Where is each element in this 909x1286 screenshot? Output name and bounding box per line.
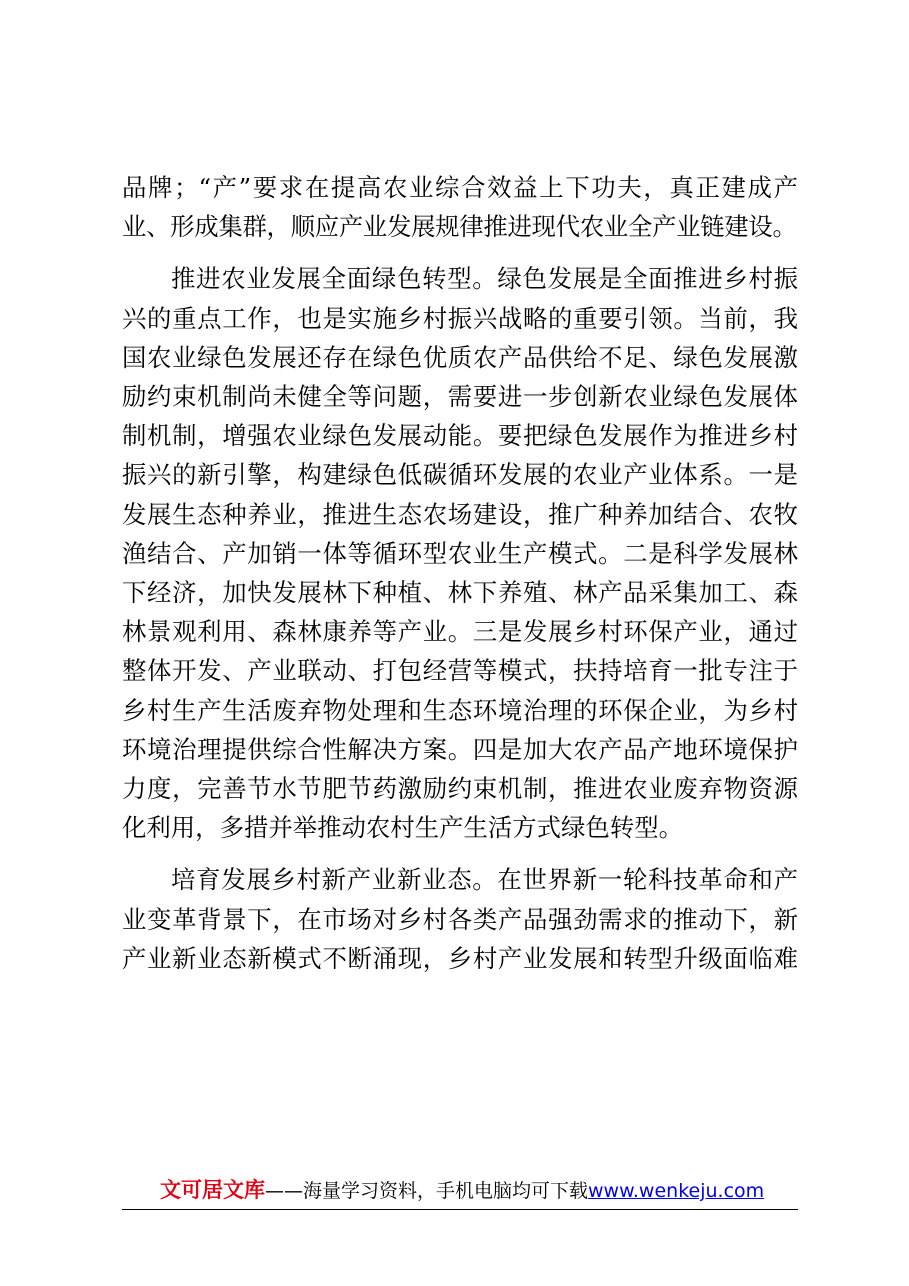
text-line: 乡村生产生活废弃物处理和生态环境治理的环保企业，为乡村 [122, 695, 798, 725]
text-line: 整体开发、产业联动、打包经营等模式，扶持培育一批专注于 [122, 656, 798, 686]
text-line: 励约束机制尚未健全等问题，需要进一步创新农业绿色发展体 [122, 382, 798, 412]
text-line: 业变革背景下，在市场对乡村各类产品强劲需求的推动下，新 [122, 904, 798, 934]
text-line: 林景观利用、森林康养等产业。三是发展乡村环保产业，通过 [122, 617, 798, 647]
text-line: 国农业绿色发展还存在绿色优质农产品供给不足、绿色发展激 [122, 342, 798, 372]
text-line: 环境治理提供综合性解决方案。四是加大农产品产地环境保护 [122, 734, 798, 764]
text-line: 兴的重点工作，也是实施乡村振兴战略的重要引领。当前，我 [122, 303, 798, 333]
footer-brand: 文可居文库 [160, 1178, 265, 1202]
footer-tagline: ——海量学习资料，手机电脑均可下载 [265, 1180, 589, 1202]
page-footer [122, 1176, 798, 1205]
paragraph-1 [122, 168, 798, 246]
text-line: 产业新业态新模式不断涌现，乡村产业发展和转型升级面临难 [122, 943, 798, 973]
text-line: 渔结合、产加销一体等循环型农业生产模式。二是科学发展林 [122, 538, 798, 568]
text-line: 推进农业发展全面绿色转型。绿色发展是全面推进乡村振 [171, 264, 798, 294]
text-line: 业、形成集群，顺应产业发展规律推进现代农业全产业链建设。 [122, 212, 797, 242]
text-line: 制机制，增强农业绿色发展动能。要把绿色发展作为推进乡村 [122, 421, 798, 451]
paragraph-2 [122, 259, 798, 847]
text-line: 培育发展乡村新产业新业态。在世界新一轮科技革命和产 [171, 865, 798, 895]
paragraph-3 [122, 860, 798, 978]
footer-divider [122, 1209, 798, 1210]
document-body [122, 168, 798, 978]
text-line: 振兴的新引擎，构建绿色低碳循环发展的农业产业体系。一是 [122, 460, 798, 490]
text-line: 品牌；“产”要求在提高农业综合效益上下功夫，真正建成产 [122, 173, 798, 202]
text-line: 力度，完善节水节肥节药激励约束机制，推进农业废弃物资源 [122, 774, 798, 804]
footer-site-link[interactable]: www.wenkeju.com [588, 1180, 765, 1202]
text-line: 化利用，多措并举推动农村生产生活方式绿色转型。 [122, 813, 683, 843]
text-line: 下经济，加快发展林下种植、林下养殖、林产品采集加工、森 [122, 578, 798, 608]
text-line: 发展生态种养业，推进生态农场建设，推广种养加结合、农牧 [122, 499, 798, 529]
